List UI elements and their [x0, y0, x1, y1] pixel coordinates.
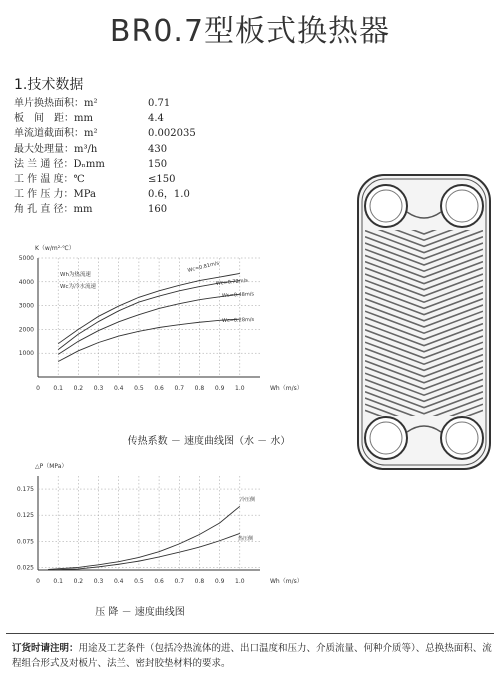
- order-note-label: 订货时请注明：: [12, 643, 79, 654]
- x-tick-label: 0.3: [93, 385, 104, 392]
- x-tick-label: 0.2: [73, 385, 84, 392]
- series-line: [58, 281, 240, 350]
- heat-transfer-chart-caption: 传热系数 － 速度曲线图（水 － 水）: [127, 436, 291, 447]
- x-tick-label: 0.2: [73, 578, 84, 585]
- spec-row: [14, 172, 234, 187]
- y-tick-label: 1000: [18, 350, 34, 358]
- y-axis-label: K（w/m²·℃）: [35, 245, 75, 252]
- x-tick-label: 0.7: [174, 578, 185, 585]
- y-tick-label: 5000: [18, 255, 34, 262]
- x-tick-label: 1.0: [235, 385, 245, 392]
- series-label: Wc=0.28m/s: [221, 316, 255, 324]
- x-tick-label: 0.5: [134, 385, 144, 392]
- x-tick-label: 0.6: [154, 385, 164, 392]
- series-label: Wc=0.72m/s: [215, 277, 249, 287]
- x-tick-label: 0.9: [214, 385, 225, 392]
- y-tick-label: 0.125: [16, 512, 34, 520]
- series-label: 冷压侧: [240, 497, 256, 503]
- y-tick-label: 4000: [18, 278, 34, 286]
- spec-row: [14, 202, 234, 217]
- x-tick-label: 0.1: [53, 578, 63, 585]
- x-tick-label: 0.9: [214, 578, 225, 585]
- spec-label: 单片换热面积：m²: [14, 98, 98, 109]
- spec-label: 单流道截面积：m²: [14, 128, 98, 140]
- pressure-drop-chart: [10, 462, 330, 587]
- x-tick-label: 0.1: [53, 385, 63, 392]
- spec-label: 工 作 压 力：MPa: [14, 189, 97, 201]
- y-tick-label: 0.075: [16, 538, 34, 546]
- y-tick-label: 0.175: [16, 486, 34, 494]
- spec-value: ≤150: [148, 174, 176, 186]
- series-line: [48, 533, 240, 570]
- x-tick-label: 0.7: [174, 385, 185, 392]
- legend-entry: Wh为热流速: [60, 272, 91, 278]
- series-label: Wc=0.81m/s: [187, 260, 220, 274]
- divider: [6, 633, 494, 634]
- heat-exchanger-plate-illustration: [355, 172, 493, 472]
- series-line: [58, 319, 240, 361]
- spec-value: 0.6，1.0: [148, 189, 190, 201]
- legend-entry: Wc为冷水流速: [60, 284, 96, 290]
- spec-value: 4.4: [148, 113, 164, 125]
- series-label: 热压侧: [238, 536, 254, 542]
- spec-value: 430: [148, 143, 168, 155]
- spec-value: 0.002035: [148, 128, 196, 140]
- spec-value: 150: [148, 158, 168, 170]
- x-tick-label: 0.8: [194, 385, 205, 392]
- x-tick-label: 0.5: [134, 578, 144, 585]
- x-tick-label: 0.6: [154, 578, 164, 585]
- x-axis-label: Wh（m/s）: [270, 385, 303, 392]
- spec-row: [14, 187, 234, 202]
- y-tick-label: 3000: [18, 302, 34, 310]
- spec-row: [14, 157, 234, 172]
- spec-row: [14, 142, 234, 157]
- spec-value: 0.71: [148, 98, 171, 109]
- spec-label: 法 兰 通 径：Dₙmm: [14, 158, 105, 170]
- spec-row: [14, 111, 234, 126]
- page-title: BR0.7型板式换热器: [109, 14, 391, 49]
- x-tick-label: 0.3: [93, 578, 104, 585]
- y-axis-label: △P（MPa）: [35, 463, 68, 470]
- spec-value: 160: [148, 204, 168, 216]
- y-tick-label: 0.025: [16, 564, 34, 572]
- x-axis-label: Wh（m/s）: [270, 578, 303, 585]
- heat-transfer-chart: [10, 242, 330, 392]
- y-tick-label: 2000: [18, 326, 34, 334]
- x-tick-label: 0: [36, 578, 40, 585]
- x-tick-label: 0.4: [113, 385, 124, 392]
- x-tick-label: 0.4: [113, 578, 124, 585]
- spec-label: 板 间 距：mm: [14, 113, 93, 125]
- order-note-text: 用途及工艺条件（包括冷热流体的进、出口温度和压力、介质流量、何种介质等）、总换热面积、流程组合形式及对板片、法兰、密封胶垫材料的要求。: [12, 643, 492, 669]
- spec-label: 最大处理量：m³/h: [14, 143, 98, 155]
- x-tick-label: 0: [36, 385, 40, 392]
- pressure-drop-chart-caption: 压 降 － 速度曲线图: [95, 607, 185, 618]
- spec-row: [14, 126, 234, 141]
- section-title: 1.技术数据: [14, 77, 84, 93]
- spec-row: [14, 96, 234, 111]
- series-label: Wc=0.48m/s: [221, 291, 255, 299]
- spec-label: 工 作 温 度：℃: [14, 174, 85, 186]
- order-note: [12, 641, 492, 671]
- x-tick-label: 1.0: [235, 578, 245, 585]
- spec-table: [14, 96, 234, 218]
- x-tick-label: 0.8: [194, 578, 205, 585]
- spec-label: 角 孔 直 径：mm: [14, 204, 93, 216]
